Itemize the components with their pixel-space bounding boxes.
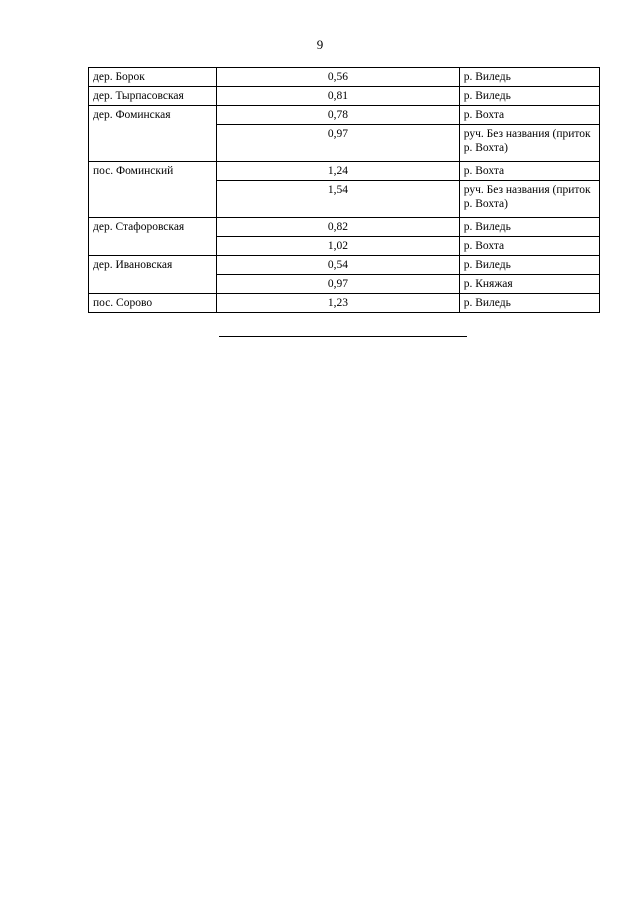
distance-cell: 0,81 <box>217 87 459 106</box>
distance-cell: 1,23 <box>217 294 459 313</box>
water-body-cell: руч. Без названия (приток р. Вохта) <box>459 181 599 218</box>
distance-cell: 0,97 <box>217 125 459 162</box>
distance-cell: 0,82 <box>217 218 459 237</box>
page-number: 9 <box>316 37 324 52</box>
table-row <box>89 68 600 87</box>
distance-cell: 0,97 <box>217 275 459 294</box>
place-cell: дер. Борок <box>89 68 217 87</box>
distance-cell: 0,78 <box>217 106 459 125</box>
water-body-cell: р. Виледь <box>459 294 599 313</box>
water-body-cell: р. Виледь <box>459 256 599 275</box>
table-row <box>89 218 600 237</box>
table-row <box>89 294 600 313</box>
table-row <box>89 106 600 125</box>
settlements-table <box>88 67 600 313</box>
place-cell: дер. Тырпасовская <box>89 87 217 106</box>
distance-cell: 0,54 <box>217 256 459 275</box>
table-row <box>89 162 600 181</box>
water-body-cell: р. Вохта <box>459 237 599 256</box>
place-cell: пос. Сорово <box>89 294 217 313</box>
distance-cell: 0,56 <box>217 68 459 87</box>
water-body-cell: р. Вохта <box>459 162 599 181</box>
water-body-cell: р. Вохта <box>459 106 599 125</box>
water-body-cell: р. Виледь <box>459 68 599 87</box>
water-body-cell: р. Виледь <box>459 87 599 106</box>
place-cell: дер. Стафоровская <box>89 218 217 256</box>
water-body-cell: руч. Без названия (приток р. Вохта) <box>459 125 599 162</box>
distance-cell: 1,02 <box>217 237 459 256</box>
end-divider-line <box>219 336 467 337</box>
table-row <box>89 87 600 106</box>
place-cell: пос. Фоминский <box>89 162 217 218</box>
water-body-cell: р. Княжая <box>459 275 599 294</box>
distance-cell: 1,54 <box>217 181 459 218</box>
place-cell: дер. Фоминская <box>89 106 217 162</box>
water-body-cell: р. Виледь <box>459 218 599 237</box>
place-cell: дер. Ивановская <box>89 256 217 294</box>
table-row <box>89 256 600 275</box>
distance-cell: 1,24 <box>217 162 459 181</box>
